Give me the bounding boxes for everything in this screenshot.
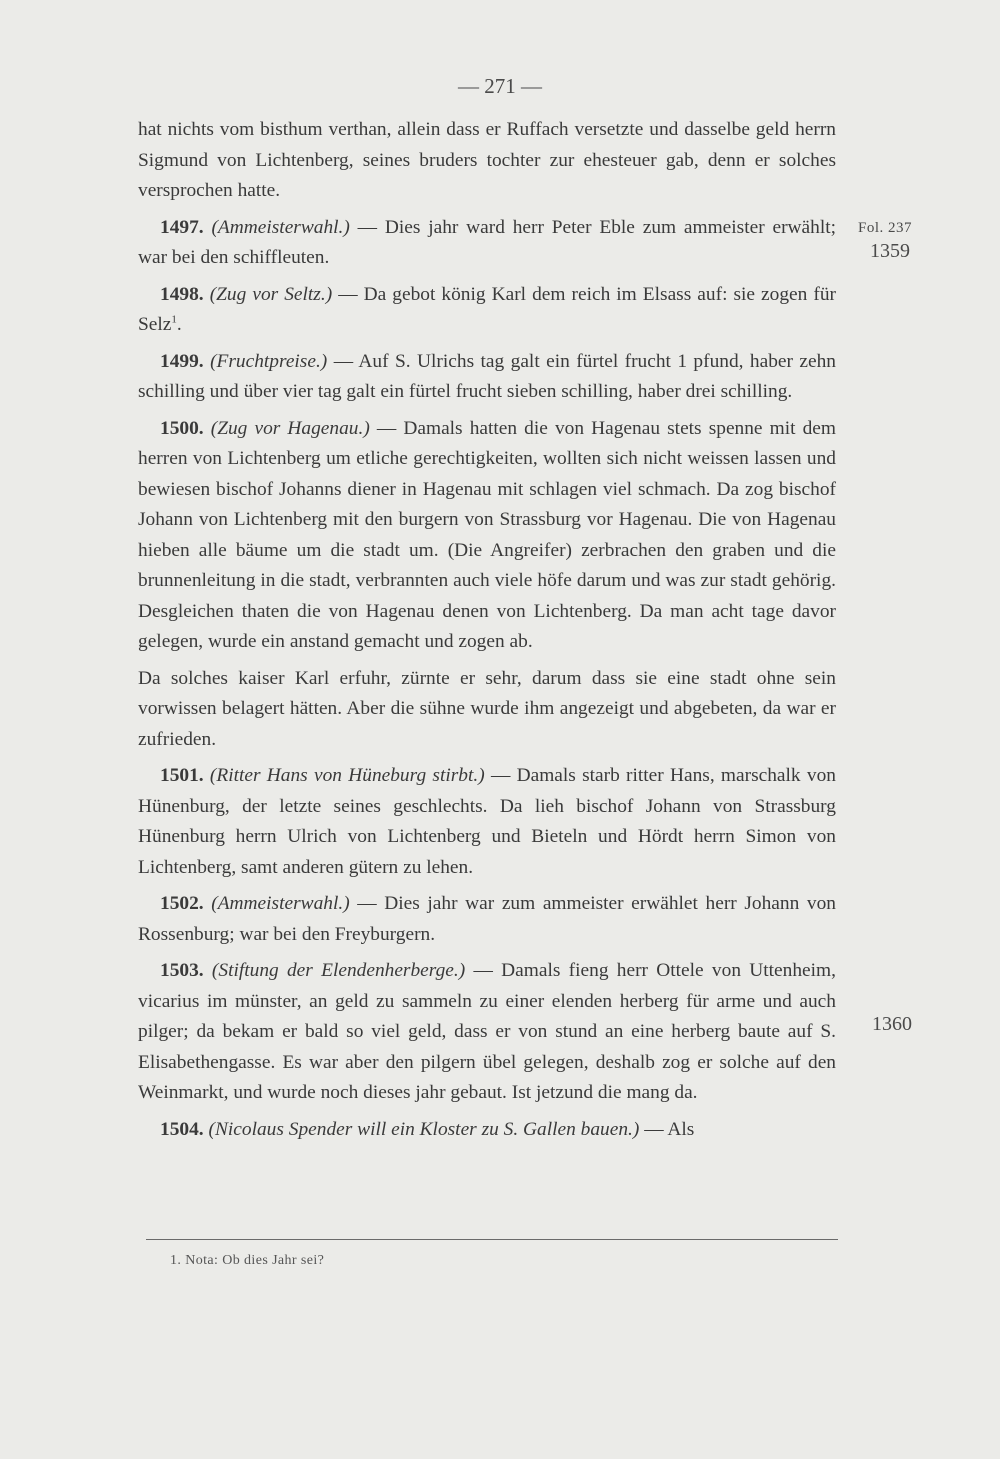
entry-year: 1497. (160, 216, 204, 238)
entry-year: 1499. (160, 350, 204, 372)
entry-year: 1502. (160, 893, 204, 914)
entry-year: 1498. (160, 283, 204, 305)
paragraph (138, 664, 836, 756)
entry-title: (Zug vor Seltz.) (209, 283, 333, 305)
entry-title: (Ammeisterwahl.) (211, 893, 350, 914)
paragraph (138, 115, 836, 207)
paragraph (138, 347, 836, 408)
entry-title: (Zug vor Hagenau.) (210, 417, 370, 439)
margin-folio: Fol. 237 (858, 220, 913, 236)
paragraph (138, 761, 836, 883)
entry-year: 1503. (160, 960, 204, 981)
body-text (138, 115, 836, 1151)
entry-title: (Fruchtpreise.) (210, 350, 328, 372)
entry-title: (Ammeisterwahl.) (211, 216, 350, 238)
entry-title: (Ritter Hans von Hüneburg stirbt.) (209, 765, 485, 786)
entry-text: — Da gebot könig Karl dem reich im Elsass auf: sie zogen für Selz (138, 283, 836, 335)
entry-title: (Nicolaus Spender will ein Kloster zu S. Gallen bauen.) (208, 1118, 640, 1140)
paragraph (138, 956, 836, 1109)
entry-text: — Als (644, 1118, 695, 1140)
footnote: 1. Nota: Ob dies Jahr sei? (170, 1253, 325, 1268)
entry-year: 1500. (160, 417, 204, 439)
entry-text: Da solches kaiser Karl erfuhr, zürnte er sehr, darum dass sie eine stadt ohne sein vorwissen belagert hätten. Aber die sühne wurde ihm angezeigt und abgebeten, da war er zufrieden. (138, 667, 836, 750)
entry-text: — Damals fieng herr Ottele von Uttenheim, vicarius im münster, an geld zu sammeln zu einer elenden herberg für arme und auch pilger; da bekam er bald so viel geld, dass er von stund an eine herberg baute auf S. Elisabethengasse. Es war aber den pilgern übel gelegen, deshalb zog er solche auf den Weinmarkt, und wurde noch dieses jahr gebaut. Ist jetzund die mang da. (138, 960, 836, 1103)
entry-text: — Damals starb ritter Hans, marschalk von Hünenburg, der letzte seines geschlechts. Da lieh bischof Johann von Strassburg Hünenburg herrn Ulrich von Lichtenberg und Bieteln und Hördt herrn Simon von Lichtenberg, samt anderen gütern zu lehen. (138, 765, 836, 878)
entry-year: 1504. (160, 1118, 204, 1140)
paragraph (138, 414, 836, 658)
paragraph (138, 889, 836, 950)
footnote-ref: 1 (171, 313, 177, 326)
entry-text: — Dies jahr ward herr Peter Eble zum ammeister erwählt; war bei den schiffleuten. (138, 216, 836, 268)
entry-text: — Auf S. Ulrichs tag galt ein fürtel frucht 1 pfund, haber zehn schilling und über vier tag galt ein fürtel frucht sieben schilling, haber drei schilling. (138, 350, 836, 402)
footnote-rule (146, 1239, 838, 1240)
page-number: — 271 — (458, 74, 542, 98)
paragraph (138, 1115, 836, 1146)
entry-text: — Damals hatten die von Hagenau stets spenne mit dem herren von Lichtenberg um etliche gerechtigkeiten, wollten sich nicht weissen lassen und bewiesen bischof Johanns diener in Hagenau mit schlagen viel schmach. Da zog bischof Johann von Lichtenberg mit den burgern von Strassburg vor Hagenau. Die von Hagenau hieben alle bäume um die stadt um. (Die Angreifer) zerbrachen den graben und die brunnenleitung in die stadt, verbrannten auch viele höfe darum und was zur stadt gehörig. Desgleichen thaten die von Hagenau denen von Lichtenberg. Da man acht tage davor gelegen, wurde ein anstand gemacht und zogen ab. (138, 417, 836, 652)
entry-title: (Stiftung der Elendenherberge.) (211, 960, 466, 981)
entry-year: 1501. (160, 765, 204, 786)
paragraph (138, 280, 836, 341)
entry-text-after: . (176, 314, 182, 335)
entry-text: hat nichts vom bisthum verthan, allein dass er Ruffach versetzte und dasselbe geld herrn Sigmund von Lichtenberg, seines bruders tochter zur ehesteuer gab, denn er solches versprochen hatte. (138, 119, 836, 201)
entry-text: — Dies jahr war zum ammeister erwählet herr Johann von Rossenburg; war bei den Freyburgern. (138, 893, 836, 945)
margin-year-1360: 1360 (872, 1013, 912, 1035)
margin-year-1359: 1359 (870, 240, 910, 262)
paragraph (138, 213, 836, 274)
